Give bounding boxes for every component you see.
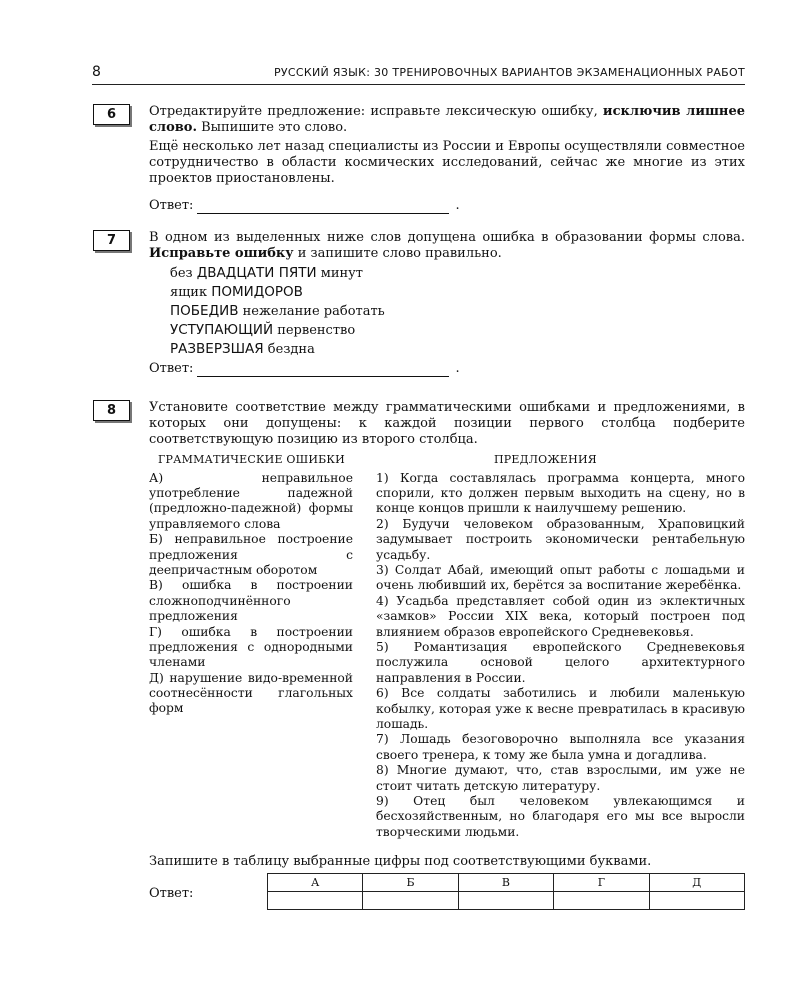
word-item: без ДВАДЦАТИ ПЯТИ минут [170, 265, 363, 281]
answer-cell[interactable] [458, 892, 553, 910]
task-8-answer-label: Ответ: [149, 886, 194, 901]
answer-field[interactable] [197, 201, 449, 214]
errors-column [149, 471, 353, 717]
task-8-instruction: Установите соответствие между грамматическими ошибками и предложениями, в которых они допущены: к каждой позиции первого столбца подберите соответствующую позицию из второго столбца. [149, 400, 745, 447]
letter-cell: Б [363, 874, 458, 892]
word-item: РАЗВЕРЗШАЯ бездна [170, 341, 315, 357]
sentence-item: 8) Многие думают, что, став взрослыми, им уже не стоит читать детскую литературу. [376, 763, 745, 793]
letter-cell: В [458, 874, 553, 892]
task-6-answer: Ответ: . [149, 198, 460, 213]
letter-cell: Д [649, 874, 744, 892]
sentence-item: 3) Солдат Абай, имеющий опыт работы с лошадьми и очень любивший их, берётся за воспитание жеребёнка. [376, 563, 745, 593]
answer-table [267, 873, 745, 910]
task-7-word-list [170, 264, 745, 359]
task-7-instruction: В одном из выделенных ниже слов допущена ошибка в образовании формы слова. Исправьте ошибку и запишите слово правильно. [149, 230, 745, 261]
sentence-item: 7) Лошадь безоговорочно выполняла все указания своего тренера, к тому же была умна и догадлива. [376, 732, 745, 762]
page-number: 8 [92, 64, 101, 80]
running-title: РУССКИЙ ЯЗЫК: 30 ТРЕНИРОВОЧНЫХ ВАРИАНТОВ ЭКЗАМЕНАЦИОННЫХ РАБОТ [273, 66, 745, 79]
task-7 [149, 230, 745, 377]
error-item: А) неправильное употребление падежной (предложно-падежной) формы управляемого слова [149, 471, 353, 531]
sentence-item: 1) Когда составлялась программа концерта, много спорили, кто должен первым выходить на сцену, но в конце концов пришли к наилучшему решению. [376, 471, 745, 516]
error-item: Г) ошибка в построении предложения с однородными членами [149, 624, 353, 669]
sentence-item: 4) Усадьба представляет собой один из эклектичных «замков» России XIX века, который построен под влиянием образов европейского Средневековья. [376, 594, 745, 639]
letter-cell: Г [554, 874, 649, 892]
error-item: В) ошибка в построении сложноподчинённого предложения [149, 578, 353, 623]
task-6-sentence: Ещё несколько лет назад специалисты из России и Европы осуществляли совместное сотрудничество в области космических исследований, сейчас же многие из этих проектов приостановлены. [149, 139, 745, 186]
page-header [92, 62, 745, 85]
task-6 [149, 104, 745, 214]
answer-table-header-row [268, 874, 745, 892]
task-6-number: 6 [93, 104, 130, 125]
answer-label: Ответ: [149, 198, 194, 213]
answer-table-input-row [268, 892, 745, 910]
word-item: УСТУПАЮЩИЙ первенство [170, 322, 356, 338]
answer-cell[interactable] [649, 892, 744, 910]
table-instruction: Запишите в таблицу выбранные цифры под соответствующими буквами. [149, 854, 652, 869]
task-8-instruction-block [149, 400, 745, 448]
task-7-number: 7 [93, 230, 130, 251]
sentence-item: 2) Будучи человеком образованным, Храповицкий задумывает построить экономически рентабельную усадьбу. [376, 517, 745, 562]
error-item: Д) нарушение видо-временной соотнесённости глагольных форм [149, 670, 353, 716]
sentence-item: 6) Все солдаты заботились и любили маленькую кобылку, которая уже к весне превратилась в красивую лошадь. [376, 686, 745, 731]
answer-field[interactable] [197, 364, 449, 377]
error-item: Б) неправильное построение предложения с деепричастным оборотом [149, 532, 353, 577]
column-errors-title: ГРАММАТИЧЕСКИЕ ОШИБКИ [158, 453, 345, 466]
answer-cell[interactable] [268, 892, 363, 910]
task-6-instruction: Отредактируйте предложение: исправьте лексическую ошибку, исключив лишнее слово. Выпишите это слово. [149, 104, 745, 135]
letter-cell: А [268, 874, 363, 892]
task-8-number: 8 [93, 400, 130, 421]
task-7-answer: Ответ: . [149, 361, 460, 376]
answer-label: Ответ: [149, 361, 194, 376]
word-item: ПОБЕДИВ нежелание работать [170, 303, 385, 319]
sentences-column [376, 471, 745, 840]
word-item: ящик ПОМИДОРОВ [170, 284, 303, 300]
sentence-item: 9) Отец был человеком увлекающимся и бесхозяйственным, но благодаря его мы все выросли творческими людьми. [376, 794, 745, 839]
column-sentences-title: ПРЕДЛОЖЕНИЯ [494, 453, 597, 466]
answer-cell[interactable] [363, 892, 458, 910]
sentence-item: 5) Романтизация европейского Средневековья послужила основой целого архитектурного направления в России. [376, 640, 745, 685]
answer-cell[interactable] [554, 892, 649, 910]
